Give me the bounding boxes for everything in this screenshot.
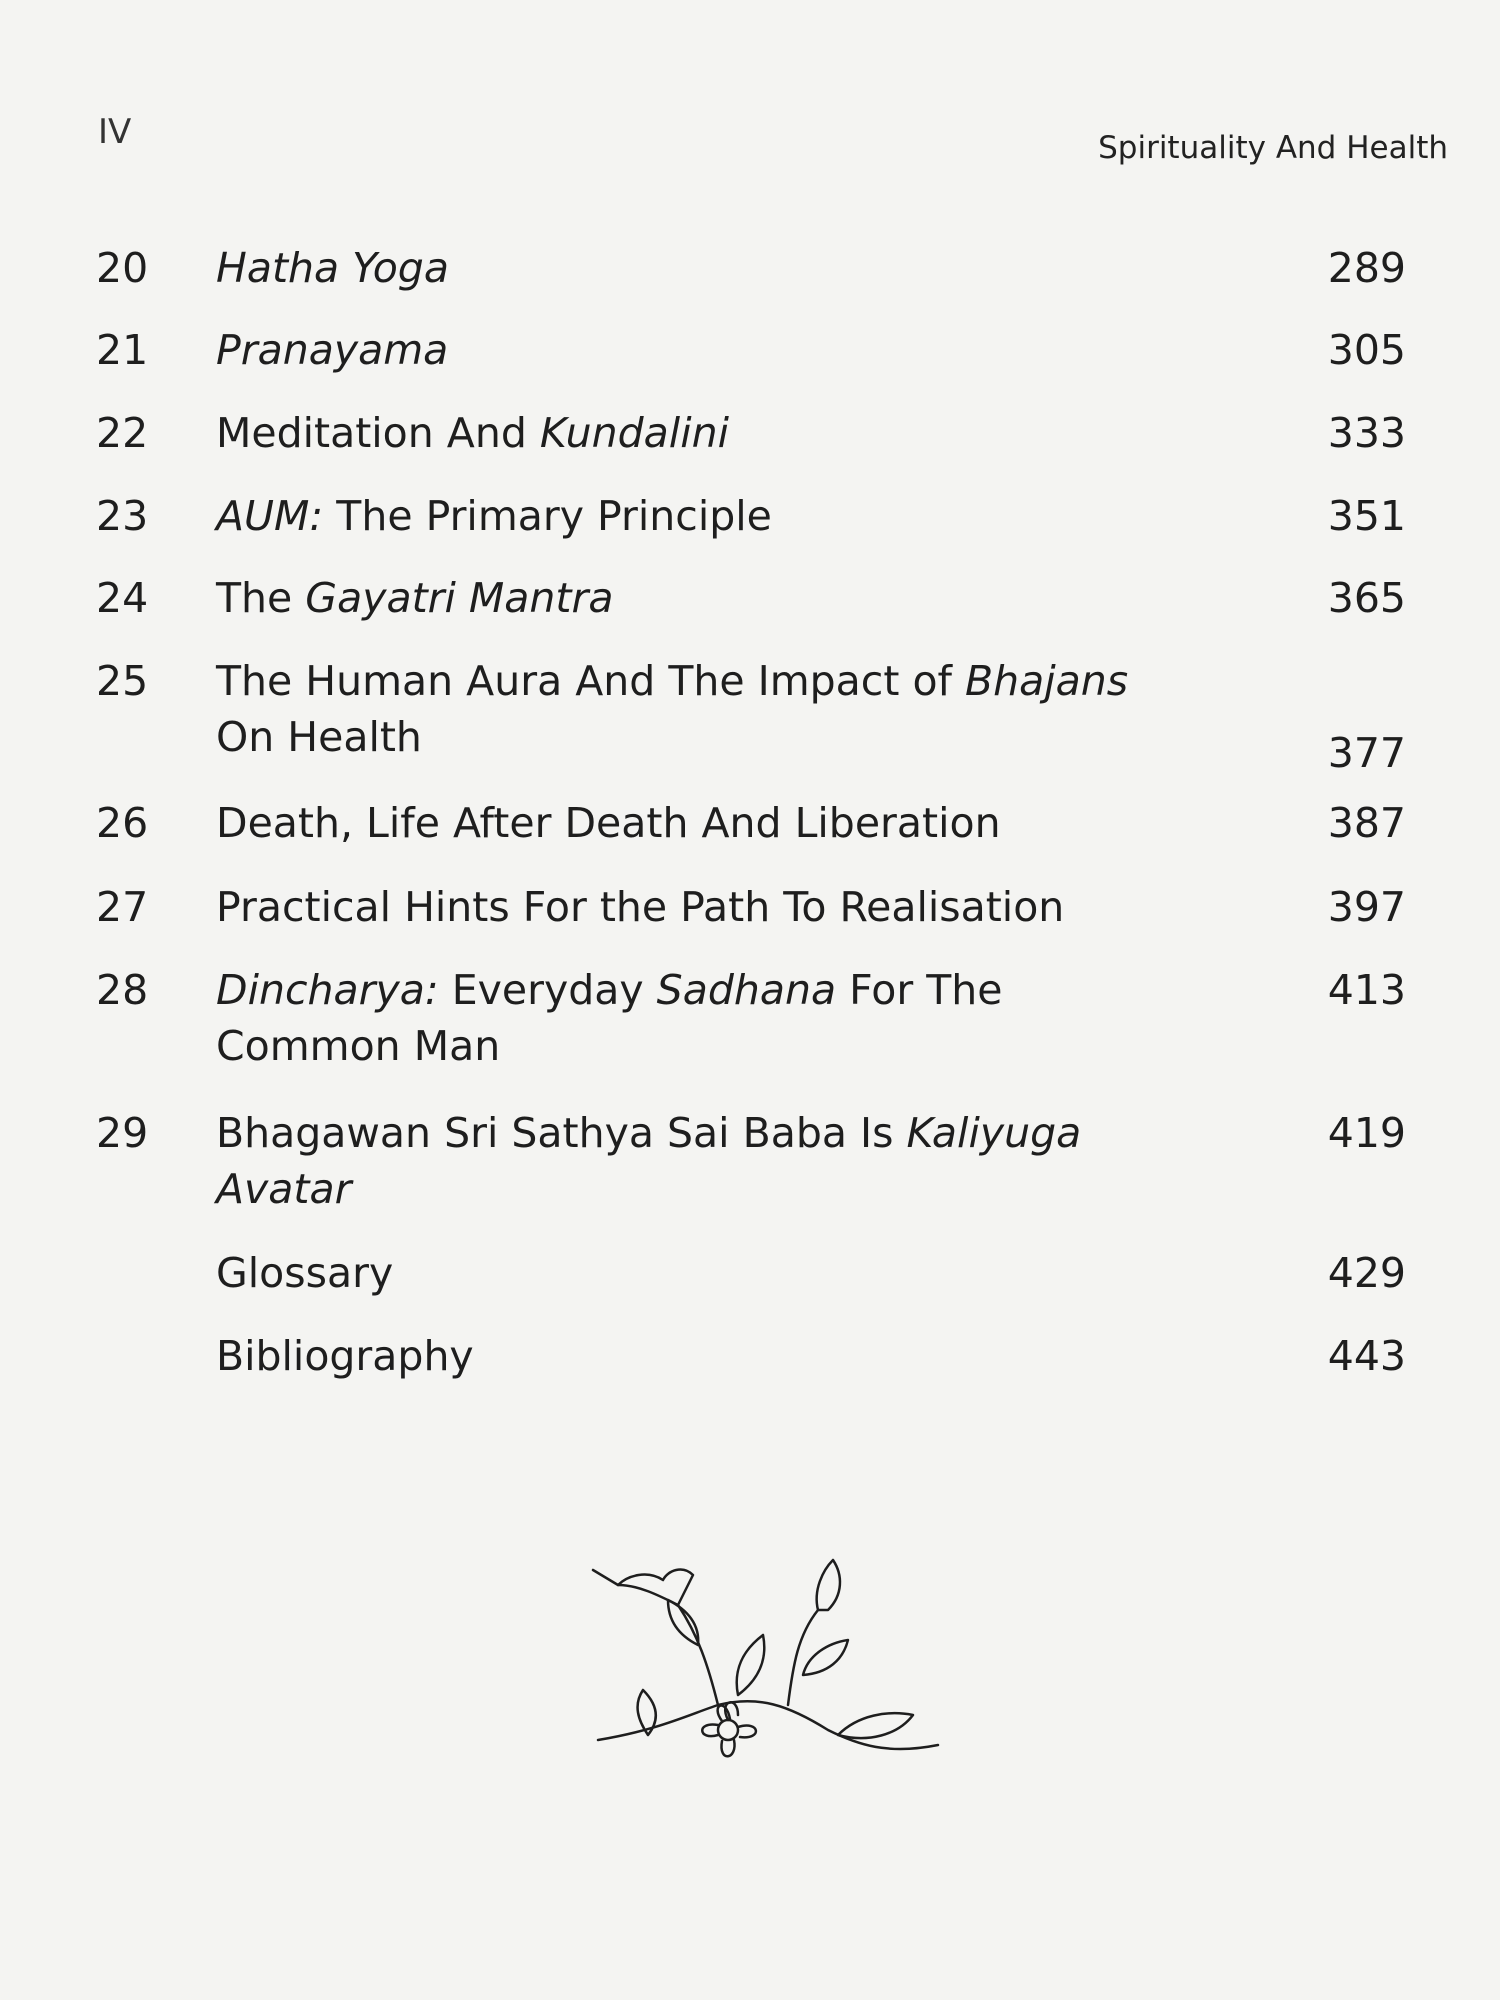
chapter-title: Meditation And Kundalini [216,409,729,457]
chapter-number: 22 [96,409,149,457]
chapter-title: Pranayama [216,326,449,374]
chapter-number: 24 [96,574,149,622]
page-ref: 419 [1327,1109,1406,1157]
page-ref: 377 [1327,729,1406,777]
floral-vine-ornament [588,1555,948,1795]
chapter-title: Dincharya: Everyday Sadhana For The Common Man [216,966,1003,1070]
page-ref: 289 [1327,244,1406,292]
chapter-title: The Gayatri Mantra [216,574,614,622]
page-ref: 365 [1327,574,1406,622]
page-ref: 387 [1327,799,1406,847]
chapter-title: Bhagawan Sri Sathya Sai Baba Is Kaliyuga Avatar [216,1109,1082,1213]
running-head-title: Spirituality And Health [1098,130,1448,166]
chapter-number: 27 [96,883,149,931]
page-ref: 351 [1327,492,1406,540]
chapter-title: Hatha Yoga [216,244,449,292]
chapter-number: 21 [96,326,149,374]
chapter-title: Practical Hints For the Path To Realisation [216,883,1065,931]
chapter-number: 28 [96,966,149,1014]
chapter-title: The Human Aura And The Impact of Bhajans On Health [216,657,1129,761]
chapter-number: 26 [96,799,149,847]
chapter-title: Bibliography [216,1332,474,1380]
chapter-number: 29 [96,1109,149,1157]
chapter-number: 23 [96,492,149,540]
page-ref: 413 [1327,966,1406,1014]
page-number: IV [98,112,132,152]
chapter-title: Glossary [216,1249,394,1297]
chapter-number: 25 [96,657,149,705]
page-ref: 429 [1327,1249,1406,1297]
chapter-title: AUM: The Primary Principle [216,492,772,540]
chapter-title: Death, Life After Death And Liberation [216,799,1001,847]
page-ref: 397 [1327,883,1406,931]
chapter-number: 20 [96,244,149,292]
page-ref: 333 [1327,409,1406,457]
page-ref: 443 [1327,1332,1406,1380]
page-ref: 305 [1327,326,1406,374]
